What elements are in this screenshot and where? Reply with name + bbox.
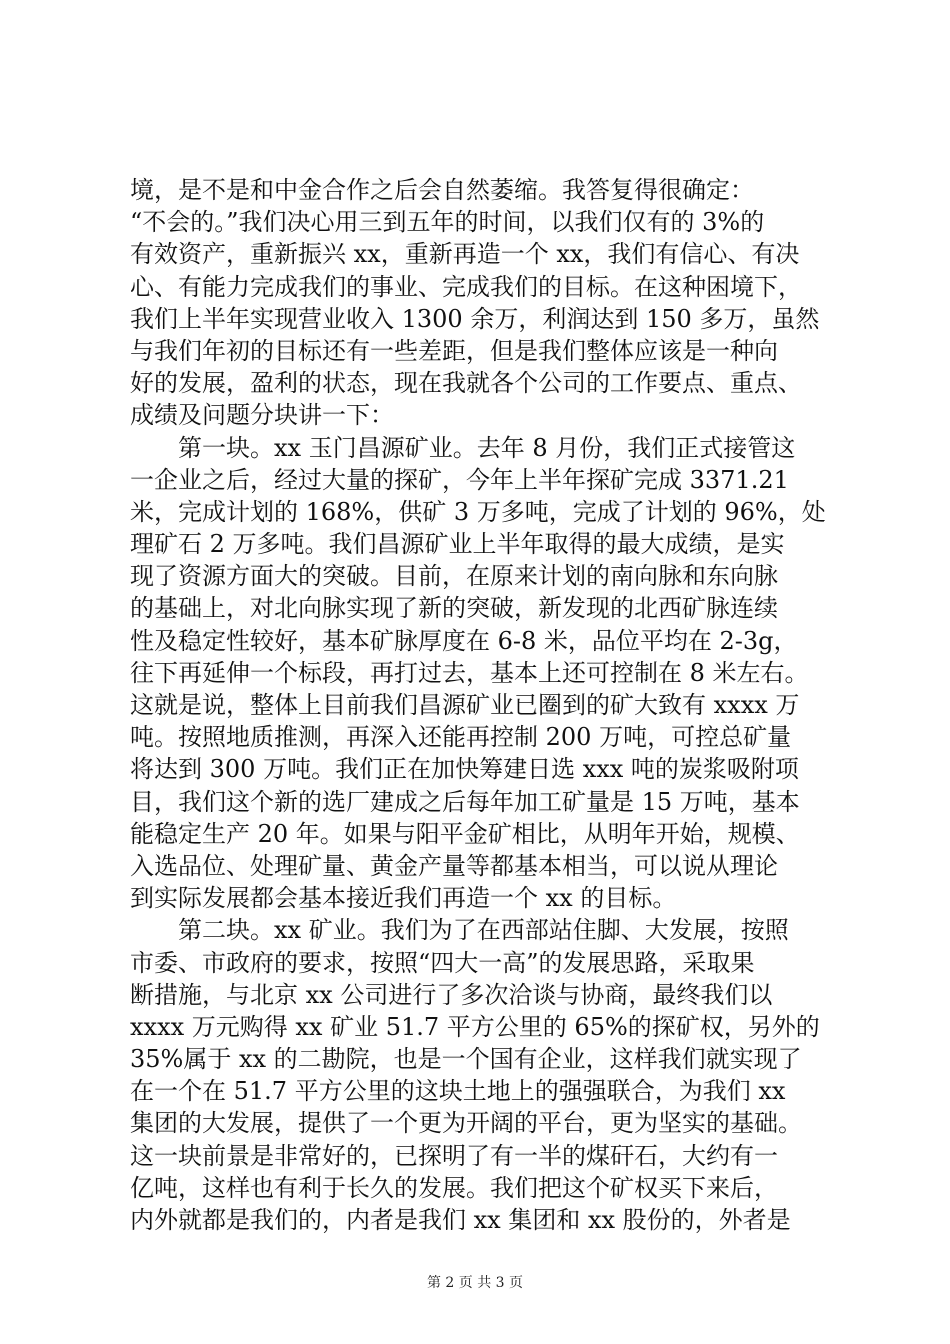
text-line: 这一块前景是非常好的，已探明了有一半的煤矸石，大约有一 bbox=[130, 1141, 778, 1170]
page-number: 第 2 页 bbox=[426, 1275, 473, 1291]
text-line: 性及稳定性较好，基本矿脉厚度在 6-8 米，品位平均在 2-3g， bbox=[130, 626, 798, 655]
text-line: 理矿石 2 万多吨。我们昌源矿业上半年取得的最大成绩，是实 bbox=[130, 530, 785, 559]
text-line: 亿吨，这样也有利于长久的发展。我们把这个矿权买下来后， bbox=[130, 1173, 778, 1202]
page-total: 共 3 页 bbox=[477, 1275, 524, 1291]
text-line: 第二块。xx 矿业。我们为了在西部站住脚、大发展，按照 bbox=[130, 916, 789, 945]
text-line: 一企业之后，经过大量的探矿，今年上半年探矿完成 3371.21 bbox=[130, 465, 789, 494]
text-line: 好的发展，盈利的状态，现在我就各个公司的工作要点、重点、 bbox=[130, 369, 802, 398]
text-line: 我们上半年实现营业收入 1300 余万，利润达到 150 多万，虽然 bbox=[130, 304, 820, 333]
text-line: 心、有能力完成我们的事业、完成我们的目标。在这种困境下， bbox=[130, 272, 802, 301]
text-line: 往下再延伸一个标段，再打过去，基本上还可控制在 8 米左右。 bbox=[130, 658, 809, 687]
text-line: 断措施，与北京 xx 公司进行了多次洽谈与协商，最终我们以 bbox=[130, 980, 773, 1009]
text-line: 市委、市政府的要求，按照“四大一高”的发展思路，采取果 bbox=[130, 948, 755, 977]
text-line: 在一个在 51.7 平方公里的这块土地上的强强联合，为我们 xx bbox=[130, 1077, 786, 1106]
text-line: 吨。按照地质推测，再深入还能再控制 200 万吨，可控总矿量 bbox=[130, 723, 792, 752]
text-line: 目，我们这个新的选厂建成之后每年加工矿量是 15 万吨，基本 bbox=[130, 787, 800, 816]
text-line: xxxx 万元购得 xx 矿业 51.7 平方公里的 65%的探矿权，另外的 bbox=[130, 1012, 820, 1041]
text-line: 现了资源方面大的突破。目前，在原来计划的南向脉和东向脉 bbox=[130, 562, 778, 591]
text-line: 的基础上，对北向脉实现了新的突破，新发现的北西矿脉连续 bbox=[130, 594, 778, 623]
text-line: 能稳定生产 20 年。如果与阳平金矿相比，从明年开始，规模、 bbox=[130, 819, 800, 848]
text-line: 第一块。xx 玉门昌源矿业。去年 8 月份，我们正式接管这 bbox=[130, 433, 796, 462]
text-line: 成绩及问题分块讲一下： bbox=[130, 401, 394, 430]
text-line: “不会的。”我们决心用三到五年的时间，以我们仅有的 3%的 bbox=[130, 208, 765, 237]
text-line: 与我们年初的目标还有一些差距，但是我们整体应该是一种向 bbox=[130, 336, 778, 365]
text-line: 到实际发展都会基本接近我们再造一个 xx 的目标。 bbox=[130, 884, 677, 913]
text-line: 入选品位、处理矿量、黄金产量等都基本相当，可以说从理论 bbox=[130, 851, 778, 880]
text-line: 有效资产，重新振兴 xx，重新再造一个 xx，我们有信心、有决 bbox=[130, 240, 800, 269]
text-line: 35%属于 xx 的二勘院，也是一个国有企业，这样我们就实现了 bbox=[130, 1045, 802, 1074]
text-line: 集团的大发展，提供了一个更为开阔的平台，更为坚实的基础。 bbox=[130, 1109, 802, 1138]
text-line: 境，是不是和中金合作之后会自然萎缩。我答复得很确定： bbox=[130, 176, 754, 204]
text-line: 内外就都是我们的，内者是我们 xx 集团和 xx 股份的，外者是 bbox=[130, 1206, 791, 1234]
body-text bbox=[130, 174, 825, 1236]
text-line: 将达到 300 万吨。我们正在加快筹建日选 xxx 吨的炭浆吸附项 bbox=[130, 755, 799, 784]
page-footer bbox=[0, 1272, 950, 1292]
text-line: 米，完成计划的 168%，供矿 3 万多吨，完成了计划的 96%，处 bbox=[130, 497, 826, 526]
text-line: 这就是说，整体上目前我们昌源矿业已圈到的矿大致有 xxxx 万 bbox=[130, 691, 800, 719]
